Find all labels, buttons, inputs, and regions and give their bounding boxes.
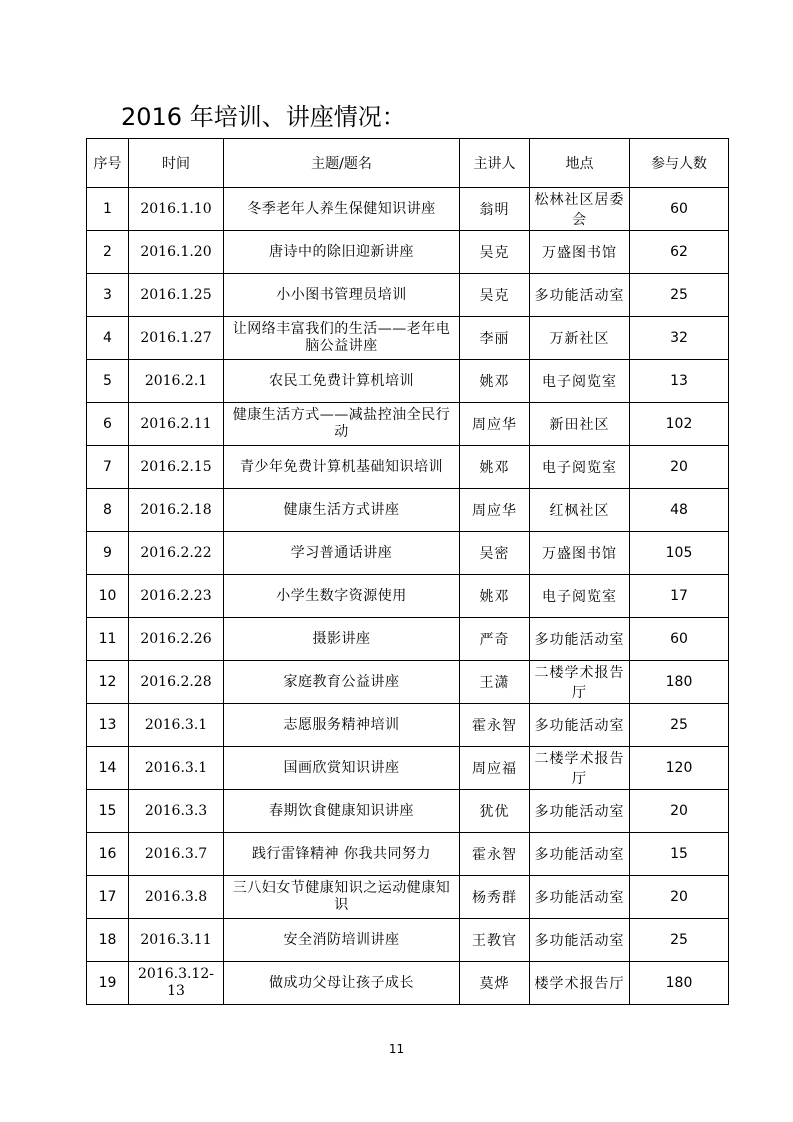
- row-time: 2016.2.15: [129, 446, 224, 489]
- row-index: 18: [87, 919, 129, 962]
- table-row: [87, 231, 729, 274]
- row-time: 2016.2.18: [129, 489, 224, 532]
- table-row: [87, 876, 729, 919]
- row-attendance: 20: [630, 876, 729, 919]
- row-speaker: 莫烨: [460, 962, 530, 1005]
- table-row: [87, 360, 729, 403]
- row-attendance: 15: [630, 833, 729, 876]
- row-speaker: 周应福: [460, 747, 530, 790]
- row-index: 13: [87, 704, 129, 747]
- row-topic: 志愿服务精神培训: [224, 704, 460, 747]
- row-attendance: 60: [630, 618, 729, 661]
- header-topic: 主题/题名: [224, 139, 460, 188]
- row-speaker: 周应华: [460, 489, 530, 532]
- row-index: 11: [87, 618, 129, 661]
- row-topic: 让网络丰富我们的生活——老年电脑公益讲座: [224, 317, 460, 360]
- row-attendance: 32: [630, 317, 729, 360]
- row-time: 2016.1.10: [129, 188, 224, 231]
- row-location: 万新社区: [530, 317, 630, 360]
- row-topic: 冬季老年人养生保健知识讲座: [224, 188, 460, 231]
- row-time: 2016.1.20: [129, 231, 224, 274]
- row-topic: 做成功父母让孩子成长: [224, 962, 460, 1005]
- row-speaker: 姚邓: [460, 360, 530, 403]
- row-location: 新田社区: [530, 403, 630, 446]
- table-row: [87, 747, 729, 790]
- row-speaker: 王潇: [460, 661, 530, 704]
- row-location: 电子阅览室: [530, 446, 630, 489]
- table-row: [87, 532, 729, 575]
- row-topic: 青少年免费计算机基础知识培训: [224, 446, 460, 489]
- row-attendance: 102: [630, 403, 729, 446]
- row-location: 楼学术报告厅: [530, 962, 630, 1005]
- table-row: [87, 962, 729, 1005]
- row-location: 红枫社区: [530, 489, 630, 532]
- row-index: 14: [87, 747, 129, 790]
- table-row: [87, 919, 729, 962]
- row-speaker: 王教官: [460, 919, 530, 962]
- row-location: 多功能活动室: [530, 790, 630, 833]
- row-time: 2016.3.12-13: [129, 962, 224, 1005]
- table-row: [87, 618, 729, 661]
- table-row: [87, 446, 729, 489]
- row-index: 4: [87, 317, 129, 360]
- row-location: 电子阅览室: [530, 360, 630, 403]
- row-attendance: 20: [630, 446, 729, 489]
- row-attendance: 120: [630, 747, 729, 790]
- row-attendance: 62: [630, 231, 729, 274]
- table-row: [87, 790, 729, 833]
- table-row: [87, 403, 729, 446]
- row-topic: 春期饮食健康知识讲座: [224, 790, 460, 833]
- row-location: 万盛图书馆: [530, 532, 630, 575]
- row-topic: 三八妇女节健康知识之运动健康知识: [224, 876, 460, 919]
- table-row: [87, 317, 729, 360]
- row-location: 二楼学术报告厅: [530, 747, 630, 790]
- row-topic: 农民工免费计算机培训: [224, 360, 460, 403]
- row-attendance: 17: [630, 575, 729, 618]
- table-row: [87, 188, 729, 231]
- row-speaker: 吴克: [460, 231, 530, 274]
- row-topic: 家庭教育公益讲座: [224, 661, 460, 704]
- row-index: 17: [87, 876, 129, 919]
- table-header-row: [87, 139, 729, 188]
- row-speaker: 霍永智: [460, 833, 530, 876]
- row-speaker: 犹优: [460, 790, 530, 833]
- table-row: [87, 833, 729, 876]
- row-index: 3: [87, 274, 129, 317]
- row-time: 2016.1.27: [129, 317, 224, 360]
- row-location: 二楼学术报告厅: [530, 661, 630, 704]
- row-time: 2016.3.7: [129, 833, 224, 876]
- table-row: [87, 274, 729, 317]
- header-attendance: 参与人数: [630, 139, 729, 188]
- row-speaker: 姚邓: [460, 446, 530, 489]
- row-time: 2016.3.1: [129, 704, 224, 747]
- row-time: 2016.2.11: [129, 403, 224, 446]
- row-location: 多功能活动室: [530, 704, 630, 747]
- row-location: 多功能活动室: [530, 833, 630, 876]
- row-topic: 安全消防培训讲座: [224, 919, 460, 962]
- header-location: 地点: [530, 139, 630, 188]
- row-attendance: 13: [630, 360, 729, 403]
- row-time: 2016.2.28: [129, 661, 224, 704]
- row-location: 多功能活动室: [530, 876, 630, 919]
- row-speaker: 吴密: [460, 532, 530, 575]
- row-time: 2016.2.23: [129, 575, 224, 618]
- row-speaker: 吴克: [460, 274, 530, 317]
- row-topic: 唐诗中的除旧迎新讲座: [224, 231, 460, 274]
- page-title: 2016 年培训、讲座情况：: [121, 103, 406, 131]
- row-speaker: 李丽: [460, 317, 530, 360]
- row-time: 2016.2.1: [129, 360, 224, 403]
- row-topic: 小小图书管理员培训: [224, 274, 460, 317]
- row-index: 19: [87, 962, 129, 1005]
- row-time: 2016.2.22: [129, 532, 224, 575]
- row-speaker: 严奇: [460, 618, 530, 661]
- row-attendance: 60: [630, 188, 729, 231]
- header-speaker: 主讲人: [460, 139, 530, 188]
- row-time: 2016.2.26: [129, 618, 224, 661]
- row-speaker: 杨秀群: [460, 876, 530, 919]
- row-time: 2016.3.8: [129, 876, 224, 919]
- row-attendance: 180: [630, 962, 729, 1005]
- row-location: 多功能活动室: [530, 274, 630, 317]
- header-index: 序号: [87, 139, 129, 188]
- row-topic: 健康生活方式讲座: [224, 489, 460, 532]
- header-time: 时间: [129, 139, 224, 188]
- row-attendance: 48: [630, 489, 729, 532]
- row-time: 2016.3.11: [129, 919, 224, 962]
- row-topic: 国画欣赏知识讲座: [224, 747, 460, 790]
- row-location: 多功能活动室: [530, 919, 630, 962]
- row-location: 松林社区居委会: [530, 188, 630, 231]
- table-row: [87, 575, 729, 618]
- row-topic: 践行雷锋精神 你我共同努力: [224, 833, 460, 876]
- row-index: 1: [87, 188, 129, 231]
- row-location: 多功能活动室: [530, 618, 630, 661]
- row-index: 8: [87, 489, 129, 532]
- row-speaker: 周应华: [460, 403, 530, 446]
- row-index: 12: [87, 661, 129, 704]
- row-topic: 小学生数字资源使用: [224, 575, 460, 618]
- row-time: 2016.3.1: [129, 747, 224, 790]
- row-index: 5: [87, 360, 129, 403]
- row-attendance: 25: [630, 704, 729, 747]
- table-row: [87, 704, 729, 747]
- training-schedule-table: [86, 138, 729, 1005]
- row-attendance: 180: [630, 661, 729, 704]
- row-topic: 健康生活方式——减盐控油全民行动: [224, 403, 460, 446]
- row-index: 2: [87, 231, 129, 274]
- row-location: 电子阅览室: [530, 575, 630, 618]
- row-speaker: 姚邓: [460, 575, 530, 618]
- row-index: 16: [87, 833, 129, 876]
- row-topic: 摄影讲座: [224, 618, 460, 661]
- row-index: 15: [87, 790, 129, 833]
- row-time: 2016.3.3: [129, 790, 224, 833]
- table-row: [87, 661, 729, 704]
- page-number: 11: [388, 1042, 405, 1056]
- row-index: 7: [87, 446, 129, 489]
- row-index: 6: [87, 403, 129, 446]
- row-topic: 学习普通话讲座: [224, 532, 460, 575]
- row-attendance: 25: [630, 274, 729, 317]
- row-index: 10: [87, 575, 129, 618]
- row-attendance: 20: [630, 790, 729, 833]
- row-index: 9: [87, 532, 129, 575]
- row-speaker: 翁明: [460, 188, 530, 231]
- row-attendance: 105: [630, 532, 729, 575]
- row-time: 2016.1.25: [129, 274, 224, 317]
- row-speaker: 霍永智: [460, 704, 530, 747]
- row-location: 万盛图书馆: [530, 231, 630, 274]
- table-row: [87, 489, 729, 532]
- row-attendance: 25: [630, 919, 729, 962]
